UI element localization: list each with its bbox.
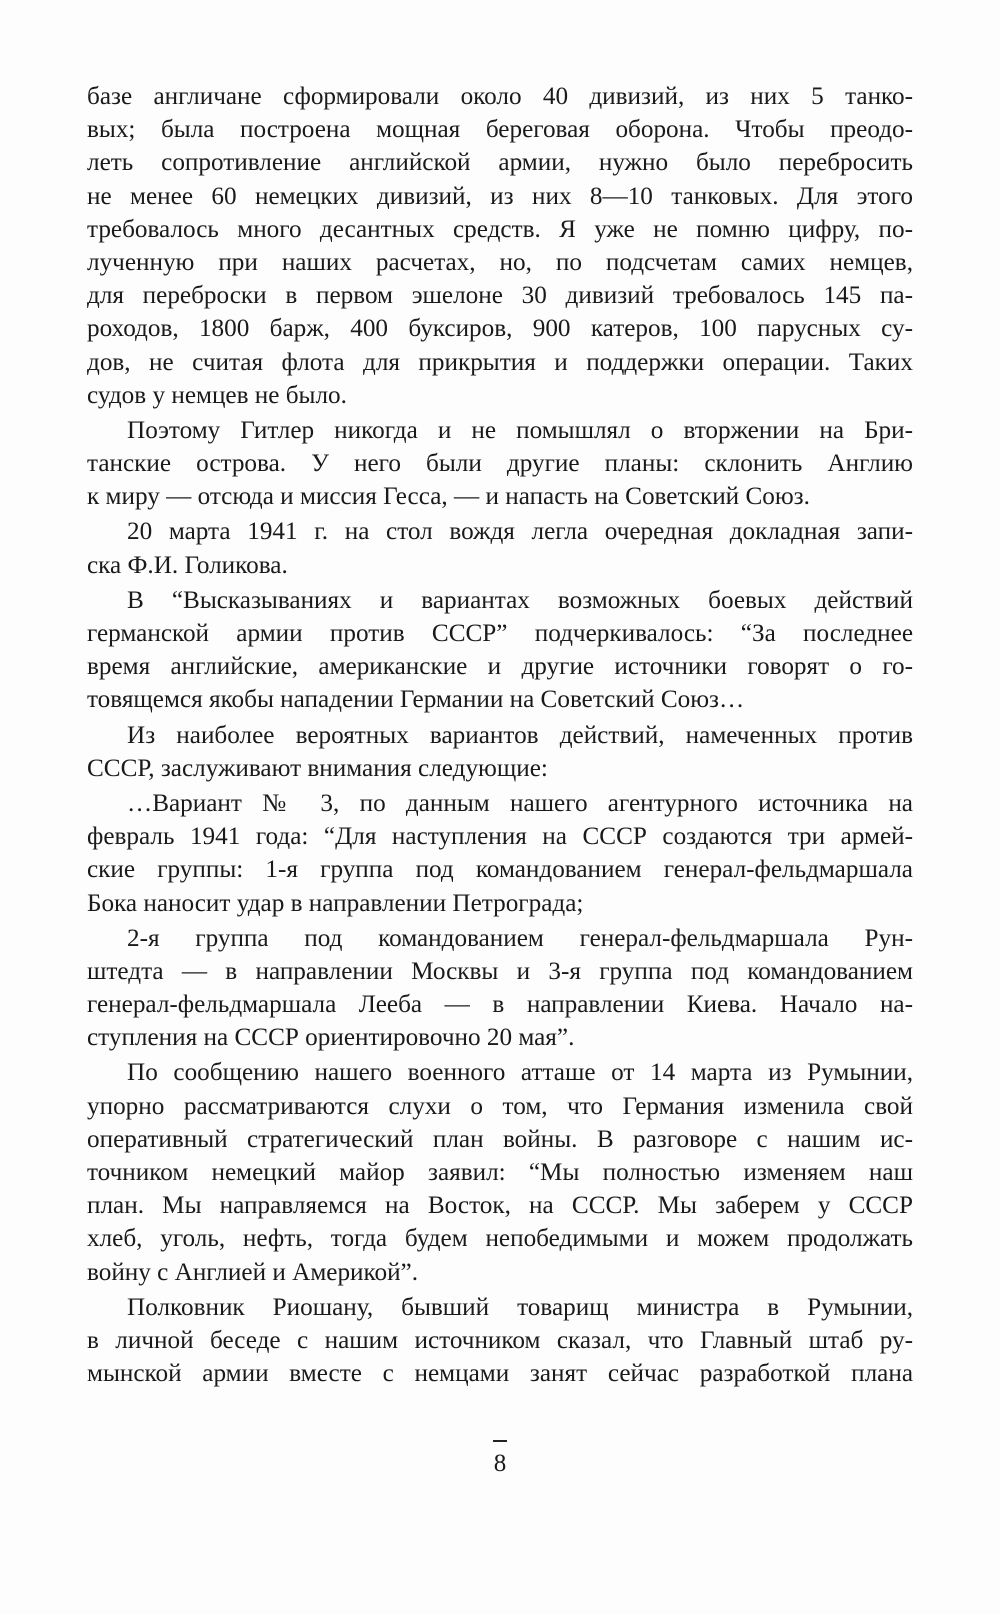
text-line: Полковник Риошану, бывший товарищ министра в Румынии, — [127, 1293, 913, 1321]
text-line: генерал-фельдмаршала Лееба — в направлении Киева. Начало на- — [87, 991, 913, 1019]
text-line: дов, не считая флота для прикрытия и поддержки операции. Таких — [87, 348, 913, 376]
text-line: требовалось много десантных средств. Я уже не помню цифру, по- — [87, 215, 913, 243]
text-line: судов у немцев не было. — [87, 381, 347, 409]
text-line: к миру — отсюда и миссия Гесса, — и напасть на Советский Союз. — [87, 483, 810, 511]
text-line: товящемся якобы нападении Германии на Советский Союз… — [87, 686, 745, 714]
text-line: в личной беседе с нашим источником сказал, что Главный штаб ру- — [87, 1326, 913, 1354]
paragraph — [87, 80, 913, 412]
text-line: роходов, 1800 барж, 400 буксиров, 900 катеров, 100 парусных су- — [87, 315, 913, 343]
page-number-value: 8 — [493, 1450, 507, 1477]
text-line: точником немецкий майор заявил: “Мы полностью изменяем наш — [87, 1159, 913, 1186]
text-line: войну с Англией и Америкой”. — [87, 1258, 419, 1286]
text-line: оперативный стратегический план войны. В разговоре с нашим ис- — [87, 1125, 913, 1153]
text-line: штедта — в направлении Москвы и 3-я группа под командованием — [87, 957, 913, 985]
text-line: базе англичане сформировали около 40 дивизий, из них 5 танко- — [87, 83, 913, 110]
paragraph — [87, 787, 913, 920]
text-line: хлеб, уголь, нефть, тогда будем непобедимыми и можем продолжать — [87, 1225, 913, 1253]
page-body-text — [87, 80, 913, 1392]
text-line: упорно рассматриваются слухи о том, что Германия изменила свой — [87, 1092, 913, 1120]
page-number-dash — [493, 1440, 507, 1442]
text-line: февраль 1941 года: “Для наступления на СССР создаются три армей- — [87, 823, 913, 851]
text-line: план. Мы направляемся на Восток, на СССР. Мы заберем у СССР — [87, 1192, 913, 1220]
text-line: ска Ф.И. Голикова. — [87, 551, 288, 579]
text-line: ступления на СССР ориентировочно 20 мая”. — [87, 1024, 575, 1052]
paragraph — [87, 719, 913, 785]
paragraph — [87, 1291, 913, 1391]
text-line: ские группы: 1-я группа под командованием генерал-фельдмаршала — [87, 856, 913, 884]
paragraph — [87, 922, 913, 1055]
text-line: СССР, заслуживают внимания следующие: — [87, 754, 548, 782]
text-line: Из наиболее вероятных вариантов действий, намеченных против — [127, 721, 913, 749]
text-line: не менее 60 немецких дивизий, из них 8—10 танковых. Для этого — [87, 182, 913, 210]
paragraph — [87, 584, 913, 717]
text-line: лученную при наших расчетах, но, по подсчетам самих немцев, — [87, 248, 913, 276]
text-line: В “Высказываниях и вариантах возможных боевых действий — [127, 586, 913, 614]
text-line: …Вариант № 3, по данным нашего агентурного источника на — [127, 789, 913, 817]
text-line: Бока наносит удар в направлении Петрограда; — [87, 889, 584, 917]
paragraph — [87, 1056, 913, 1288]
text-line: мынской армии вместе с немцами занят сейчас разработкой плана — [87, 1360, 913, 1388]
text-line: для переброски в первом эшелоне 30 дивизий требовалось 145 па- — [87, 282, 913, 310]
text-line: 2-я группа под командованием генерал-фельдмаршала Рун- — [127, 924, 913, 952]
text-line: Поэтому Гитлер никогда и не помышлял о вторжении на Бри- — [127, 416, 913, 444]
text-line: 20 марта 1941 г. на стол вождя легла очередная докладная запи- — [127, 518, 913, 546]
text-line: По сообщению нашего военного атташе от 14 марта из Румынии, — [127, 1059, 913, 1087]
text-line: леть сопротивление английской армии, нужно было перебросить — [87, 149, 913, 177]
paragraph — [87, 414, 913, 514]
text-line: танские острова. У него были другие планы: склонить Англию — [87, 450, 913, 478]
text-line: время английские, американские и другие источники говорят о го- — [87, 653, 913, 681]
page-number — [0, 1440, 1000, 1478]
paragraph — [87, 515, 913, 581]
text-line: вых; была построена мощная береговая оборона. Чтобы преодо- — [87, 116, 913, 144]
text-line: германской армии против СССР” подчеркивалось: “За последнее — [87, 620, 913, 647]
